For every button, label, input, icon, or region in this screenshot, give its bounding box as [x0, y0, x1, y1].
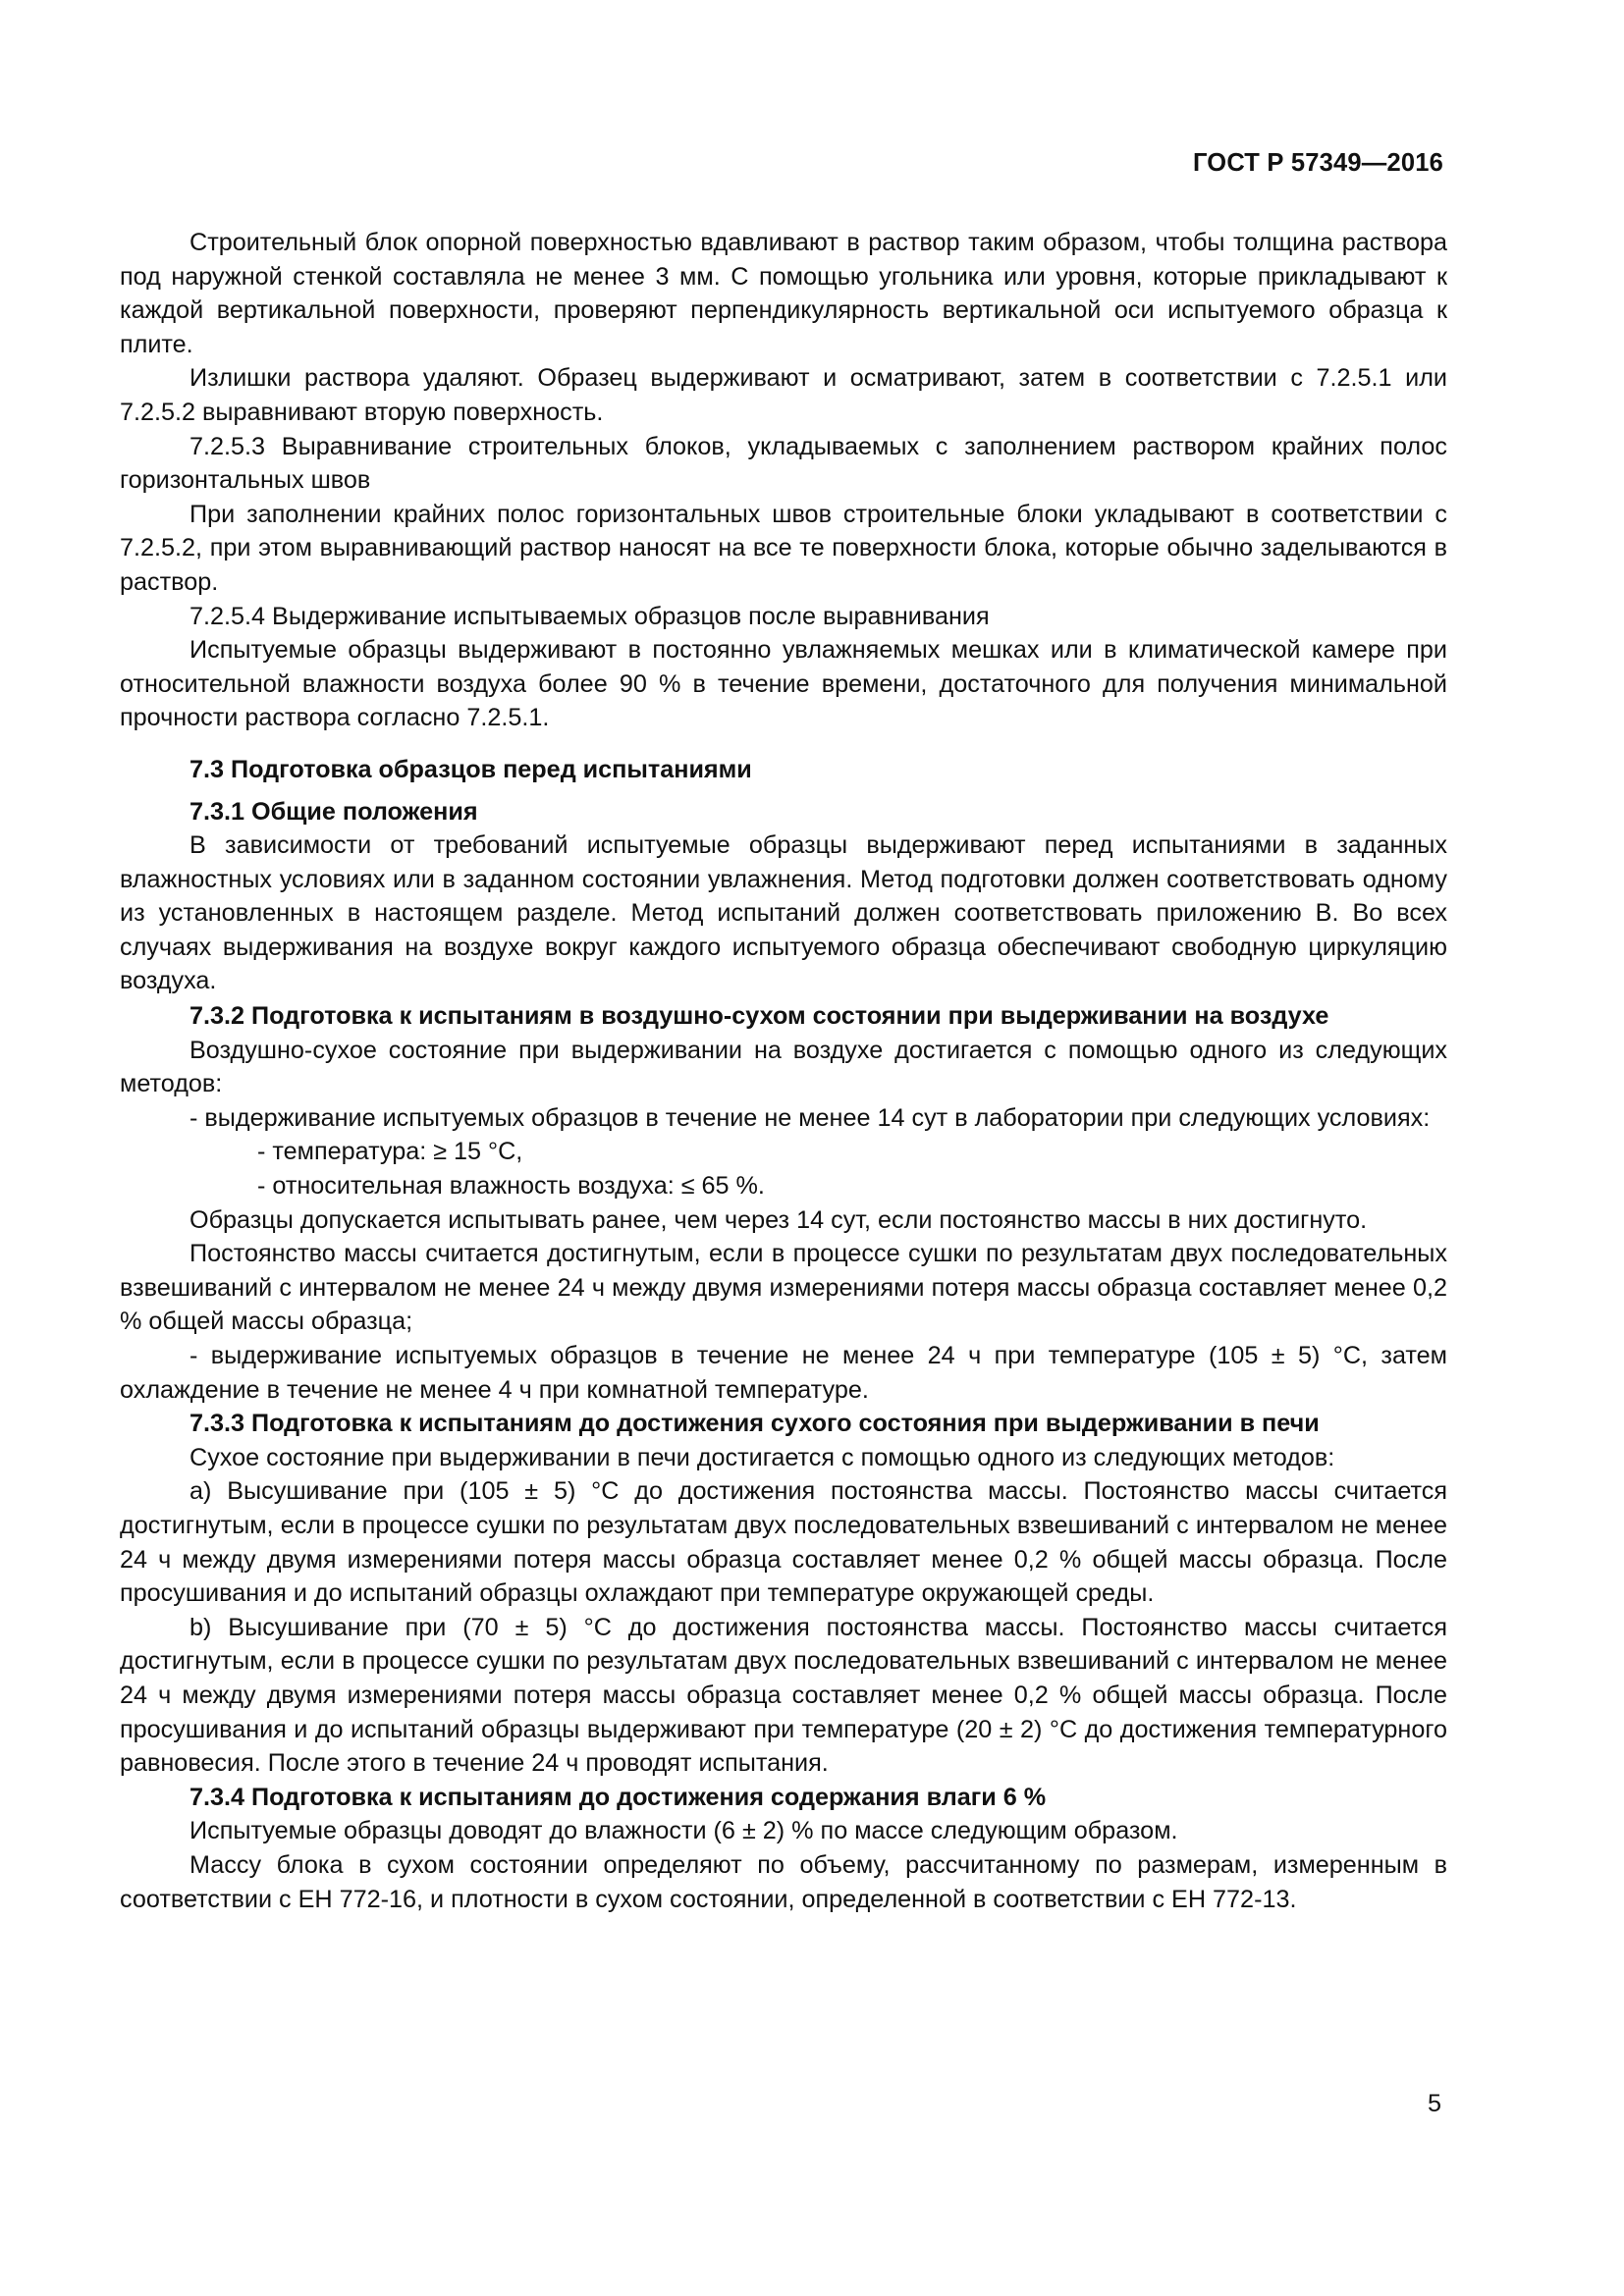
paragraph: Испытуемые образцы выдерживают в постоянно увлажняемых мешках или в климатической камере при относительной влажности воздуха более 90 % в течение времени, достаточного для получения минимальной прочности раствора согласно 7.2.5.1.: [120, 636, 1447, 732]
paragraph: При заполнении крайних полос горизонтальных швов строительные блоки укладывают в соответствии с 7.2.5.2, при этом выравнивающий раствор наносят на все те поверхности блока, которые обычно заделываются в раствор.: [120, 500, 1447, 596]
paragraph: 7.2.5.3 Выравнивание строительных блоков, укладываемых с заполнением раствором крайних полос горизонтальных швов: [120, 432, 1447, 495]
paragraph: 7.2.5.4 Выдерживание испытываемых образцов после выравнивания: [189, 602, 990, 630]
paragraph: Образцы допускается испытывать ранее, чем через 14 сут, если постоянство массы в них достигнуто.: [189, 1205, 1368, 1234]
paragraph: Испытуемые образцы доводят до влажности (6 ± 2) % по массе следующим образом.: [189, 1817, 1178, 1845]
paragraph: Воздушно-сухое состояние при выдерживании на воздухе достигается с помощью одного из следующих методов:: [120, 1036, 1447, 1098]
subsection-heading-7-3-4: 7.3.4 Подготовка к испытаниям до достижения содержания влаги 6 %: [189, 1783, 1047, 1811]
section-heading-7-3: 7.3 Подготовка образцов перед испытаниями: [189, 755, 752, 783]
list-item: b) Высушивание при (70 ± 5) °С до достижения постоянства массы. Постоянство массы считается достигнутым, если в процессе сушки по результатам двух последовательных взвешиваний с интервалом не менее 24 ч между двумя измерениями потеря массы образца составляет менее 0,2 % общей массы образца. После просушивания и до испытаний образцы выдерживают при температуре (20 ± 2) °С до достижения температурного равновесия. После этого в течение 24 ч проводят испытания.: [120, 1613, 1447, 1778]
subsection-heading-7-3-3: 7.3.3 Подготовка к испытаниям до достижения сухого состояния при выдерживании в печи: [189, 1410, 1320, 1438]
list-item: а) Высушивание при (105 ± 5) °С до достижения постоянства массы. Постоянство массы считается достигнутым, если в процессе сушки по результатам двух последовательных взвешиваний с интервалом не менее 24 ч между двумя измерениями потеря массы образца составляет менее 0,2 % общей массы образца. После просушивания и до испытаний образцы охлаждают при температуре окружающей среды.: [120, 1477, 1447, 1608]
paragraph: Постоянство массы считается достигнутым, если в процессе сушки по результатам двух последовательных взвешиваний с интервалом не менее 24 ч между двумя измерениями потеря массы образца составляет менее 0,2 % общей массы образца;: [120, 1240, 1447, 1336]
page-number: 5: [1427, 2090, 1441, 2117]
list-item: - выдерживание испытуемых образцов в течение не менее 24 ч при температуре (105 ± 5) °С, затем охлаждение в течение не менее 4 ч при комнатной температуре.: [120, 1342, 1447, 1404]
subsection-heading-7-3-1: 7.3.1 Общие положения: [189, 797, 478, 826]
paragraph: Сухое состояние при выдерживании в печи достигается с помощью одного из следующих методов:: [189, 1443, 1335, 1471]
list-item: - выдерживание испытуемых образцов в течение не менее 14 сут в лаборатории при следующих условиях:: [189, 1103, 1431, 1132]
paragraph: Строительный блок опорной поверхностью вдавливают в раствор таким образом, чтобы толщина раствора под наружной стенкой составляла не менее 3 мм. С помощью угольника или уровня, которые прикладывают к каждой вертикальной поверхности, проверяют перпендикулярность вертикальной оси испытуемого образца к плите.: [120, 229, 1447, 358]
subsection-heading-7-3-2: 7.3.2 Подготовка к испытаниям в воздушно-сухом состоянии при выдерживании на воздухе: [189, 1002, 1329, 1031]
list-item-nested: - температура: ≥ 15 °С,: [257, 1138, 523, 1166]
list-item-nested: - относительная влажность воздуха: ≤ 65 %.: [257, 1172, 765, 1201]
document-header: ГОСТ Р 57349—2016: [1192, 149, 1443, 177]
paragraph: Излишки раствора удаляют. Образец выдерживают и осматривают, затем в соответствии с 7.2.5.1 или 7.2.5.2 выравнивают вторую поверхность.: [120, 364, 1447, 426]
paragraph: Массу блока в сухом состоянии определяют по объему, рассчитанному по размерам, измеренным в соответствии с ЕН 772-16, и плотности в сухом состоянии, определенной в соответствии с ЕН 772-13.: [120, 1850, 1447, 1913]
document-body: [120, 226, 1447, 1916]
paragraph: В зависимости от требований испытуемые образцы выдерживают перед испытаниями в заданных влажностных условиях или в заданном состоянии увлажнения. Метод подготовки должен соответствовать одному из установленных в настоящем разделе. Метод испытаний должен соответствовать приложению В. Во всех случаях выдерживания на воздухе вокруг каждого испытуемого образца обеспечивают свободную циркуляцию воздуха.: [120, 831, 1447, 995]
